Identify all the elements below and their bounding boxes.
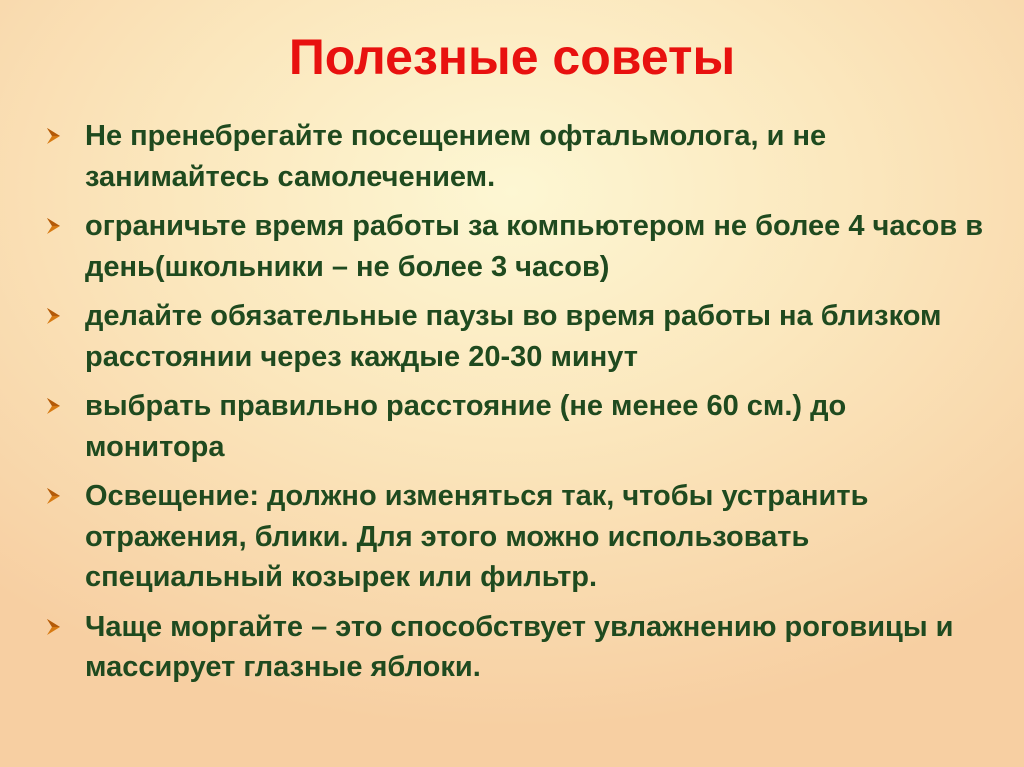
slide-title: Полезные советы — [288, 29, 736, 85]
chevron-arrow-icon — [44, 296, 74, 336]
list-item — [44, 116, 984, 197]
chevron-arrow-icon — [44, 607, 74, 647]
list-item — [44, 296, 984, 377]
list-item — [44, 476, 984, 598]
chevron-arrow-icon — [44, 116, 74, 156]
list-item-text: Освещение: должно изменяться так, чтобы устранить отражения, блики. Для этого можно использовать специальный козырек или фильтр. — [85, 480, 869, 593]
list-item — [44, 206, 984, 287]
list-item-text: Чаще моргайте – это способствует увлажнению роговицы и массирует глазные яблоки. — [85, 610, 954, 683]
list-item — [44, 386, 984, 467]
chevron-arrow-icon — [44, 206, 74, 246]
list-item — [44, 607, 984, 688]
list-item-text: выбрать правильно расстояние (не менее 60 см.) до монитора — [85, 390, 847, 463]
tips-list — [44, 116, 984, 697]
chevron-arrow-icon — [44, 386, 74, 426]
list-item-text: ограничьте время работы за компьютером не более 4 часов в день(школьники – не более 3 часов) — [85, 210, 984, 283]
list-item-text: делайте обязательные паузы во время работы на близком расстоянии через каждые 20-30 минут — [85, 300, 942, 373]
list-item-text: Не пренебрегайте посещением офтальмолога, и не занимайтесь самолечением. — [85, 120, 827, 193]
chevron-arrow-icon — [44, 476, 74, 516]
